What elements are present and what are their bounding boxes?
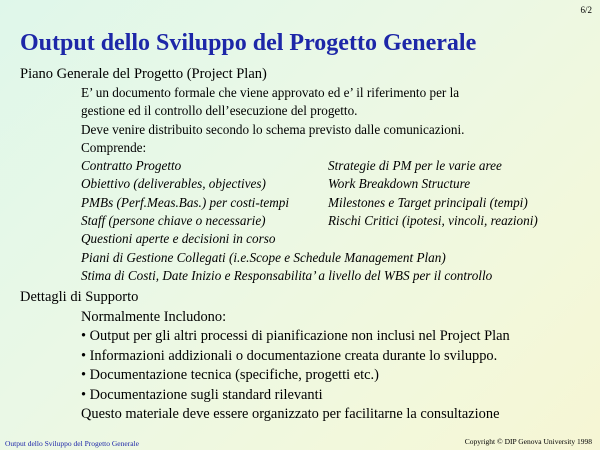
plan-item-pair	[81, 212, 538, 230]
support-bullet: • Documentazione sugli standard rilevanti	[81, 386, 323, 403]
plan-item-right: Rischi Critici (ipotesi, vincoli, reazioni)	[328, 213, 538, 229]
plan-item: Stima di Costi, Date Inizio e Responsabilita’ a livello del WBS per il controllo	[81, 267, 493, 283]
support-line: Normalmente Includono:	[81, 309, 227, 325]
plan-item-left: Obiettivo (deliverables, objectives)	[81, 176, 266, 192]
support-bullet: • Documentazione tecnica (specifiche, progetti etc.)	[81, 367, 379, 384]
plan-item-right: Milestones e Target principali (tempi)	[328, 194, 528, 210]
footer-copyright: Copyright © DIP Genova University 1998	[464, 437, 592, 446]
plan-section-heading: Piano Generale del Progetto (Project Plan)	[20, 66, 267, 82]
support-bullet: • Output per gli altri processi di pianificazione non inclusi nel Project Plan	[81, 328, 510, 345]
support-section-body	[81, 308, 510, 424]
plan-item-pair	[81, 194, 528, 212]
page-title: Output dello Sviluppo del Progetto Generale	[20, 30, 477, 56]
page-number: 6/2	[580, 5, 592, 15]
plan-item-pair	[81, 175, 492, 193]
support-line: Questo materiale deve essere organizzato per facilitarne la consultazione	[81, 405, 500, 422]
plan-intro-line: gestione ed il controllo dell’esecuzione del progetto.	[81, 103, 358, 119]
plan-intro-line: Deve venire distribuito secondo lo schema previsto dalle comunicazioni.	[81, 121, 465, 137]
plan-intro-line: E’ un documento formale che viene approvato ed e’ il riferimento per la	[81, 85, 460, 100]
plan-section-body	[81, 84, 538, 285]
plan-item-right: Strategie di PM per le varie aree	[328, 158, 502, 174]
footer-title: Output dello Sviluppo del Progetto Generale	[5, 439, 139, 448]
plan-item-left: PMBs (Perf.Meas.Bas.) per costi-tempi	[81, 194, 290, 210]
plan-item: Questioni aperte e decisioni in corso	[81, 231, 276, 247]
plan-item: Piani di Gestione Collegati (i.e.Scope e Schedule Management Plan)	[81, 249, 446, 265]
support-bullet: • Informazioni addizionali o documentazione creata durante lo sviluppo.	[81, 347, 498, 364]
support-section-heading: Dettagli di Supporto	[20, 289, 139, 305]
plan-intro-line: Comprende:	[81, 139, 147, 155]
plan-item-left: Staff (persone chiave o necessarie)	[81, 213, 266, 229]
plan-item-left: Contratto Progetto	[81, 158, 182, 174]
plan-item-right: Work Breakdown Structure	[328, 176, 471, 192]
plan-item-pair	[81, 157, 502, 175]
